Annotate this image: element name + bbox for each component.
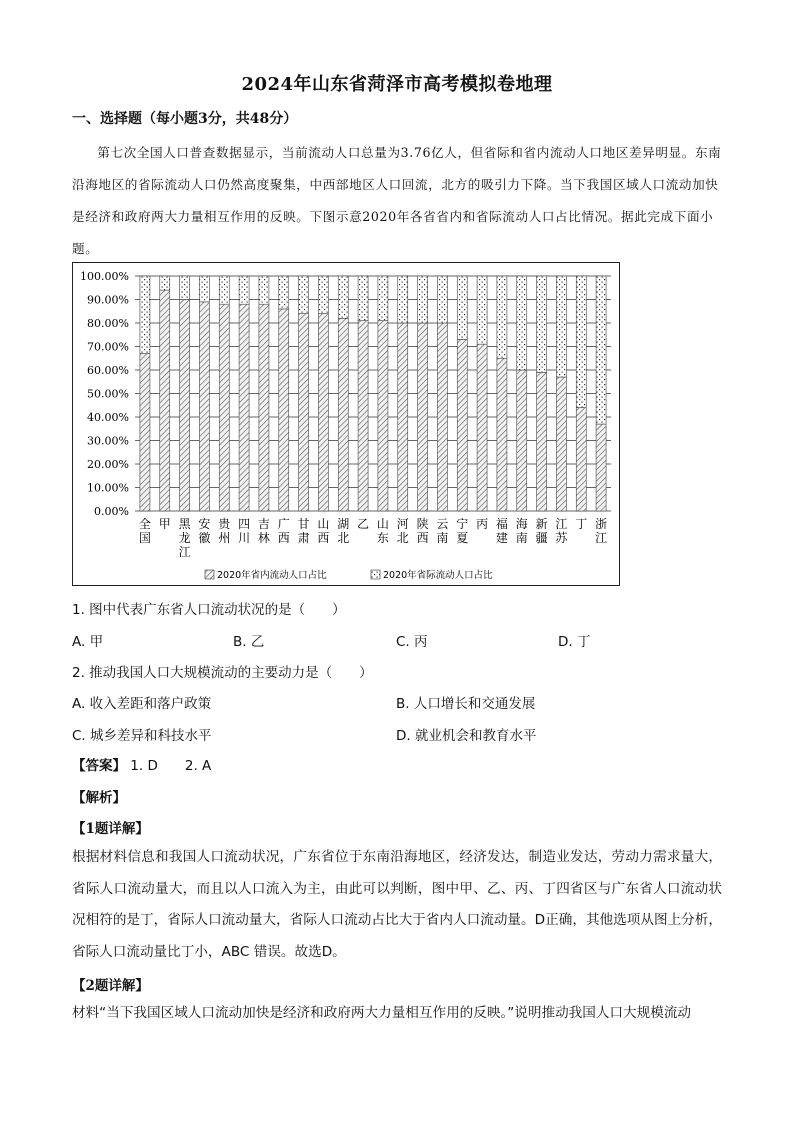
bar-intra-province — [160, 290, 170, 511]
q2-option-c[interactable]: C. 城乡差异和科技水平 — [72, 728, 212, 744]
x-tick-label: 贵州 — [218, 517, 231, 545]
q2-option-a[interactable]: A. 收入差距和落户政策 — [72, 696, 212, 712]
bar-inter-province — [160, 276, 170, 290]
x-tick-label: 山东 — [376, 517, 389, 545]
x-tick-label: 全国 — [138, 517, 151, 545]
bar-inter-province — [180, 276, 190, 300]
x-tick-label: 浙江 — [595, 517, 608, 545]
y-tick-label: 0.00% — [94, 505, 129, 518]
bar-intra-province — [457, 339, 467, 511]
bar-inter-province — [517, 276, 527, 370]
legend-label-inter: 2020年省际流动人口占比 — [383, 570, 493, 581]
x-tick-label: 四川 — [238, 517, 251, 545]
y-tick-label: 20.00% — [87, 458, 129, 471]
bar-intra-province — [239, 304, 249, 511]
analysis-label: 【解析】 — [72, 790, 126, 806]
bar-inter-province — [477, 276, 487, 344]
q2-option-d[interactable]: D. 就业机会和教育水平 — [396, 728, 537, 744]
x-tick-label: 新疆 — [535, 517, 548, 545]
bar-intra-province — [477, 344, 487, 511]
x-tick-label: 吉林 — [257, 517, 270, 545]
bar-inter-province — [378, 276, 388, 321]
q1-option-d[interactable]: D. 丁 — [558, 634, 591, 650]
x-tick-label: 黑龙江 — [178, 517, 191, 559]
x-tick-label: 海南 — [515, 517, 528, 545]
x-tick-label: 安徽 — [198, 517, 211, 545]
answer-label: 【答案】 — [72, 758, 126, 774]
x-tick-label: 山西 — [317, 517, 330, 545]
bar-inter-province — [338, 276, 348, 318]
bar-inter-province — [497, 276, 507, 358]
bar-inter-province — [398, 276, 408, 323]
bar-intra-province — [279, 309, 289, 511]
bar-inter-province — [279, 276, 289, 309]
bar-intra-province — [398, 323, 408, 511]
bar-inter-province — [219, 276, 229, 304]
answer-line — [72, 754, 211, 774]
y-tick-label: 60.00% — [87, 364, 129, 377]
bar-intra-province — [199, 302, 209, 511]
chart-svg — [73, 263, 619, 585]
bar-intra-province — [358, 321, 368, 511]
detail-1-label: 【1题详解】 — [72, 821, 149, 837]
legend-swatch-intra — [205, 570, 214, 579]
bar-intra-province — [497, 358, 507, 511]
y-tick-label: 10.00% — [87, 481, 129, 495]
bar-intra-province — [180, 300, 190, 512]
y-tick-label: 30.00% — [87, 434, 129, 448]
bar-inter-province — [239, 276, 249, 304]
q1-option-c[interactable]: C. 丙 — [396, 634, 428, 650]
bar-inter-province — [199, 276, 209, 302]
bar-intra-province — [437, 323, 447, 511]
x-tick-label: 湖北 — [337, 517, 350, 545]
bar-intra-province — [517, 370, 527, 511]
passage-text: 第七次全国人口普查数据显示，当前流动人口总量为3.76亿人，但省际和省内流动人口地区差异明显。东南沿海地区的省际流动人口仍然高度聚集，中西部地区人口回流，北方的吸引力下降。当下我国区域人口流动加快是经济和政府两大力量相互作用的反映。下图示意2020年各省省内和省际流动人口占比情况。据此完成下面小题。 — [72, 145, 722, 256]
x-tick-label: 广西 — [277, 517, 290, 545]
question-2-stem: 2. 推动我国人口大规模流动的主要动力是（ ） — [72, 665, 373, 681]
bar-inter-province — [299, 276, 309, 314]
x-tick-label: 丙 — [476, 517, 489, 531]
question-1-stem: 1. 图中代表广东省人口流动状况的是（ ） — [72, 602, 346, 618]
detail-2-text: 材料“当下我国区域人口流动加快是经济和政府两大力量相互作用的反映。”说明推动我国人口大规模流动 — [72, 1005, 692, 1021]
bar-inter-province — [318, 276, 328, 314]
population-flow-chart — [72, 262, 620, 586]
detail-2-label: 【2题详解】 — [72, 978, 149, 994]
bar-inter-province — [358, 276, 368, 321]
x-tick-label: 陕西 — [416, 517, 429, 545]
bar-intra-province — [299, 314, 309, 511]
detail-1-text: 根据材料信息和我国人口流动状况，广东省位于东南沿海地区，经济发达，制造业发达，劳动力需求量大，省际人口流动量大，而且以人口流入为主，由此可以判断，图中甲、乙、丙、丁四省区与广东省人口流动状况相符的是丁，省际人口流动量大，省际人口流动占比大于省内人口流动量。D正确，其他选项从图上分析，省际人口流动量比丁小，ABC 错误。故选D。 — [72, 849, 722, 960]
q1-option-b[interactable]: B. 乙 — [233, 634, 265, 650]
bar-intra-province — [140, 354, 150, 511]
bar-inter-province — [418, 276, 428, 323]
bar-inter-province — [437, 276, 447, 323]
bar-intra-province — [318, 314, 328, 511]
x-tick-label: 河北 — [396, 517, 409, 545]
y-tick-label: 50.00% — [87, 387, 129, 401]
y-tick-label: 90.00% — [87, 293, 129, 307]
chart-legend — [205, 569, 493, 581]
x-tick-label: 丁 — [575, 517, 588, 531]
bar-intra-province — [338, 318, 348, 511]
x-tick-label: 云南 — [436, 517, 449, 545]
y-tick-label: 40.00% — [87, 411, 129, 424]
x-tick-label: 福建 — [495, 517, 508, 545]
bar-intra-province — [556, 377, 566, 511]
x-tick-label: 甘肃 — [297, 517, 310, 545]
y-tick-label: 70.00% — [87, 340, 129, 354]
bar-intra-province — [418, 323, 428, 511]
bar-inter-province — [596, 276, 606, 424]
q1-option-a[interactable]: A. 甲 — [72, 634, 104, 650]
bar-intra-province — [576, 408, 586, 511]
section-heading: 一、选择题（每小题3分，共48分） — [72, 111, 298, 127]
legend-label-intra: 2020年省内流动人口占比 — [217, 570, 327, 581]
bar-intra-province — [378, 321, 388, 511]
bar-inter-province — [556, 276, 566, 377]
answer-text: 1. D 2. A — [130, 758, 212, 774]
x-tick-label: 宁夏 — [456, 517, 469, 545]
y-tick-label: 100.00% — [80, 270, 129, 283]
x-tick-label: 乙 — [357, 517, 370, 531]
x-tick-label: 江苏 — [555, 517, 568, 545]
page-title: 2024年山东省菏泽市高考模拟卷地理 — [241, 74, 553, 95]
y-tick-label: 80.00% — [87, 317, 129, 330]
x-axis-labels — [139, 516, 607, 559]
x-tick-label: 甲 — [158, 517, 171, 531]
y-axis-ticks — [80, 270, 129, 518]
bar-inter-province — [576, 276, 586, 408]
bar-intra-province — [259, 304, 269, 511]
bar-inter-province — [259, 276, 269, 304]
bar-inter-province — [457, 276, 467, 339]
q2-option-b[interactable]: B. 人口增长和交通发展 — [396, 696, 536, 712]
legend-swatch-inter — [371, 570, 380, 579]
bar-intra-province — [219, 304, 229, 511]
bar-inter-province — [537, 276, 547, 372]
bar-inter-province — [140, 276, 150, 354]
bar-intra-province — [537, 372, 547, 511]
bar-intra-province — [596, 424, 606, 511]
reading-passage — [72, 137, 722, 265]
